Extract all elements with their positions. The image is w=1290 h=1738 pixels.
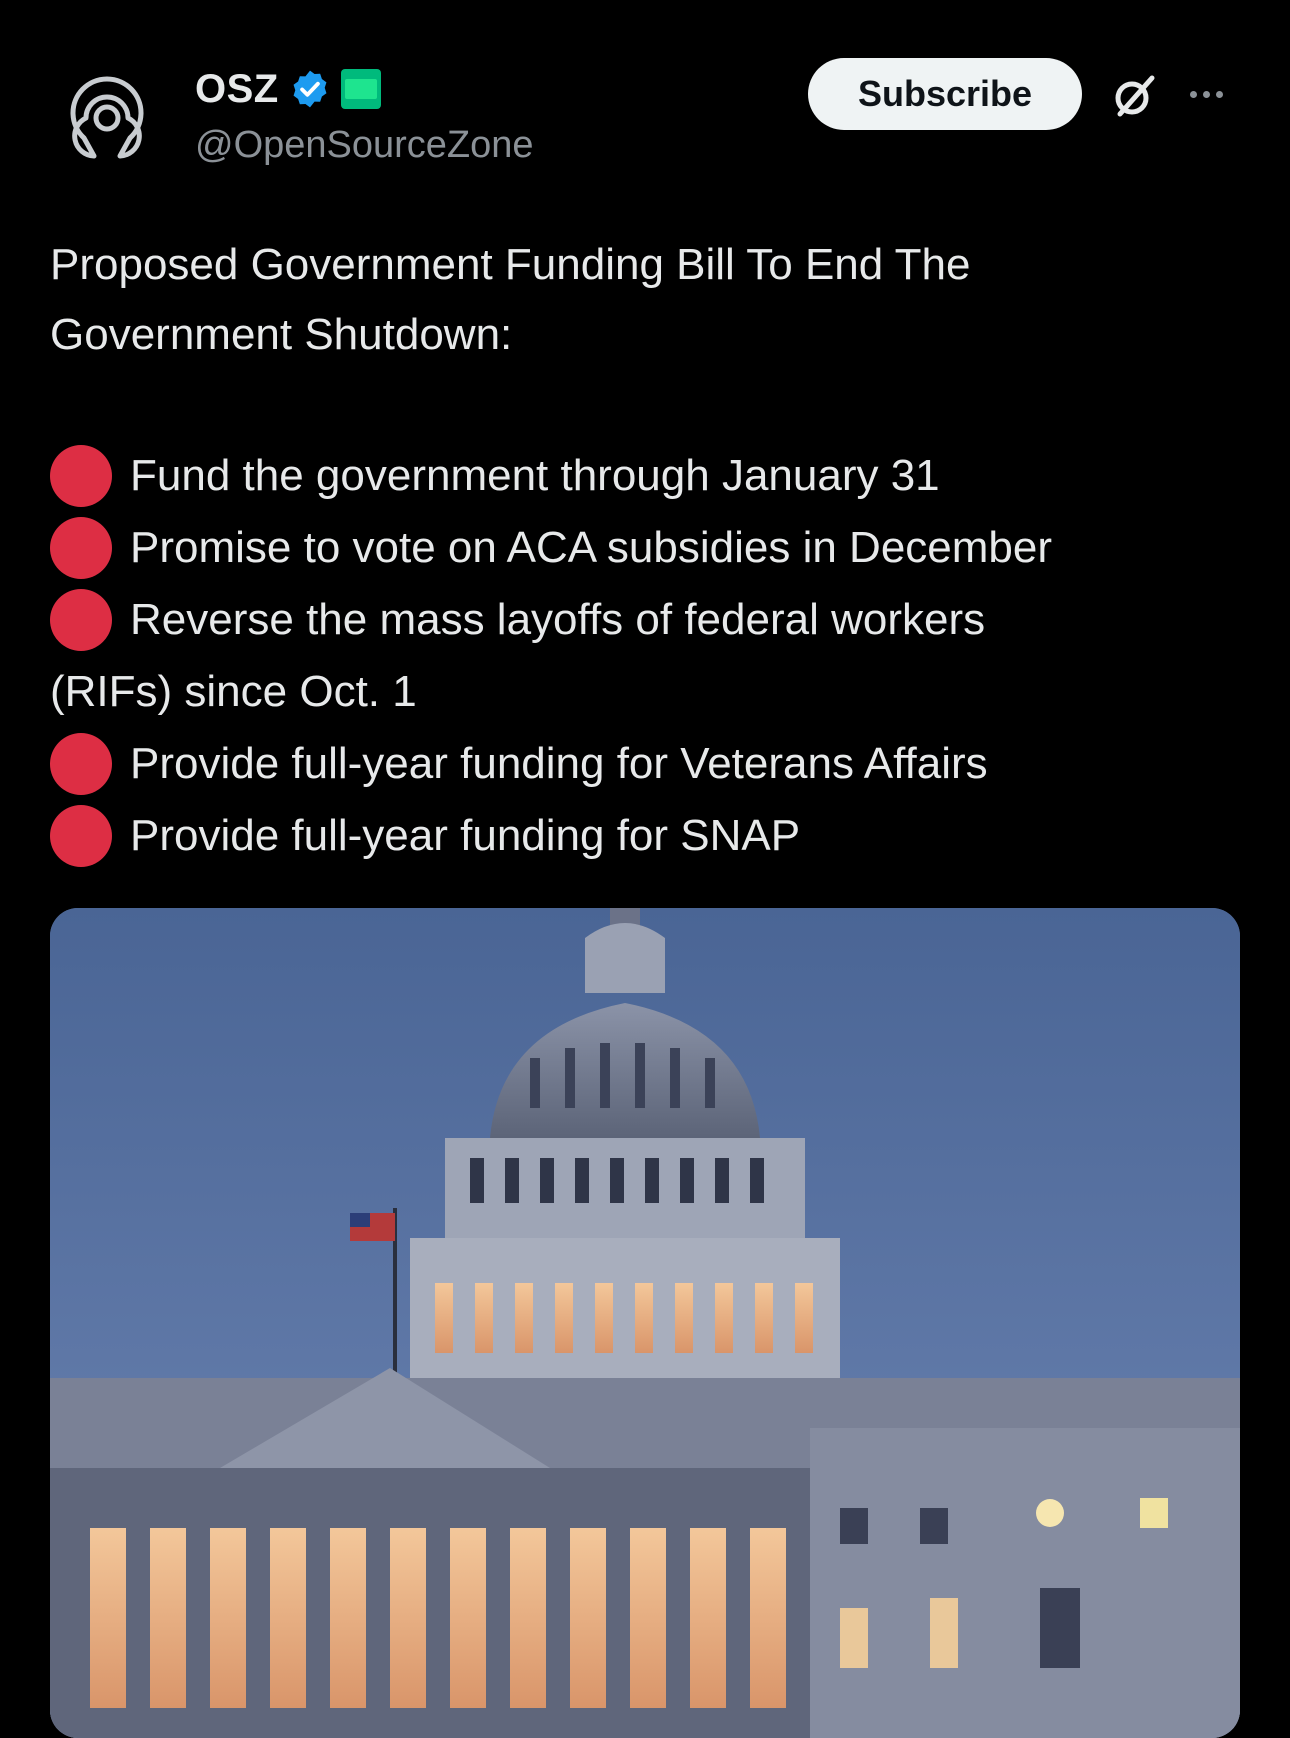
list-item-text: Fund the government through January 31 bbox=[130, 451, 940, 500]
list-item-continuation: (RIFs) since Oct. 1 bbox=[50, 667, 417, 716]
list-item-text: Reverse the mass layoffs of federal workers bbox=[130, 595, 986, 644]
list-item bbox=[50, 512, 1260, 584]
capitol-building-image bbox=[50, 908, 1240, 1738]
list-item bbox=[50, 584, 1260, 656]
post-title-line: Proposed Government Funding Bill To End The bbox=[50, 240, 971, 289]
more-icon[interactable] bbox=[1190, 84, 1234, 104]
post-title bbox=[50, 230, 1250, 370]
list-item bbox=[50, 800, 1260, 872]
open-source-logo-icon bbox=[56, 66, 158, 168]
verified-badge-icon bbox=[289, 68, 331, 110]
red-circle-icon bbox=[50, 445, 112, 507]
list-item-text: Provide full-year funding for SNAP bbox=[130, 811, 801, 860]
list-item-text: Provide full-year funding for Veterans Affairs bbox=[130, 739, 988, 788]
red-circle-icon bbox=[50, 733, 112, 795]
avatar[interactable] bbox=[56, 66, 158, 168]
post-image[interactable] bbox=[50, 908, 1240, 1738]
red-circle-icon bbox=[50, 589, 112, 651]
handle[interactable]: @OpenSourceZone bbox=[195, 124, 534, 166]
name-row bbox=[195, 64, 381, 114]
post-title-line: Government Shutdown: bbox=[50, 310, 513, 359]
bullet-list bbox=[50, 440, 1260, 872]
more-dot bbox=[1203, 91, 1210, 98]
affiliate-badge-icon[interactable] bbox=[341, 69, 381, 109]
grok-icon[interactable] bbox=[1108, 70, 1160, 122]
red-circle-icon bbox=[50, 517, 112, 579]
list-item bbox=[50, 728, 1260, 800]
list-item bbox=[50, 440, 1260, 512]
display-name[interactable]: OSZ bbox=[195, 66, 279, 111]
subscribe-button[interactable]: Subscribe bbox=[808, 58, 1082, 130]
list-item-text: Promise to vote on ACA subsidies in December bbox=[130, 523, 1053, 572]
post-header bbox=[0, 0, 1290, 190]
more-dot bbox=[1190, 91, 1197, 98]
more-dot bbox=[1216, 91, 1223, 98]
red-circle-icon bbox=[50, 805, 112, 867]
